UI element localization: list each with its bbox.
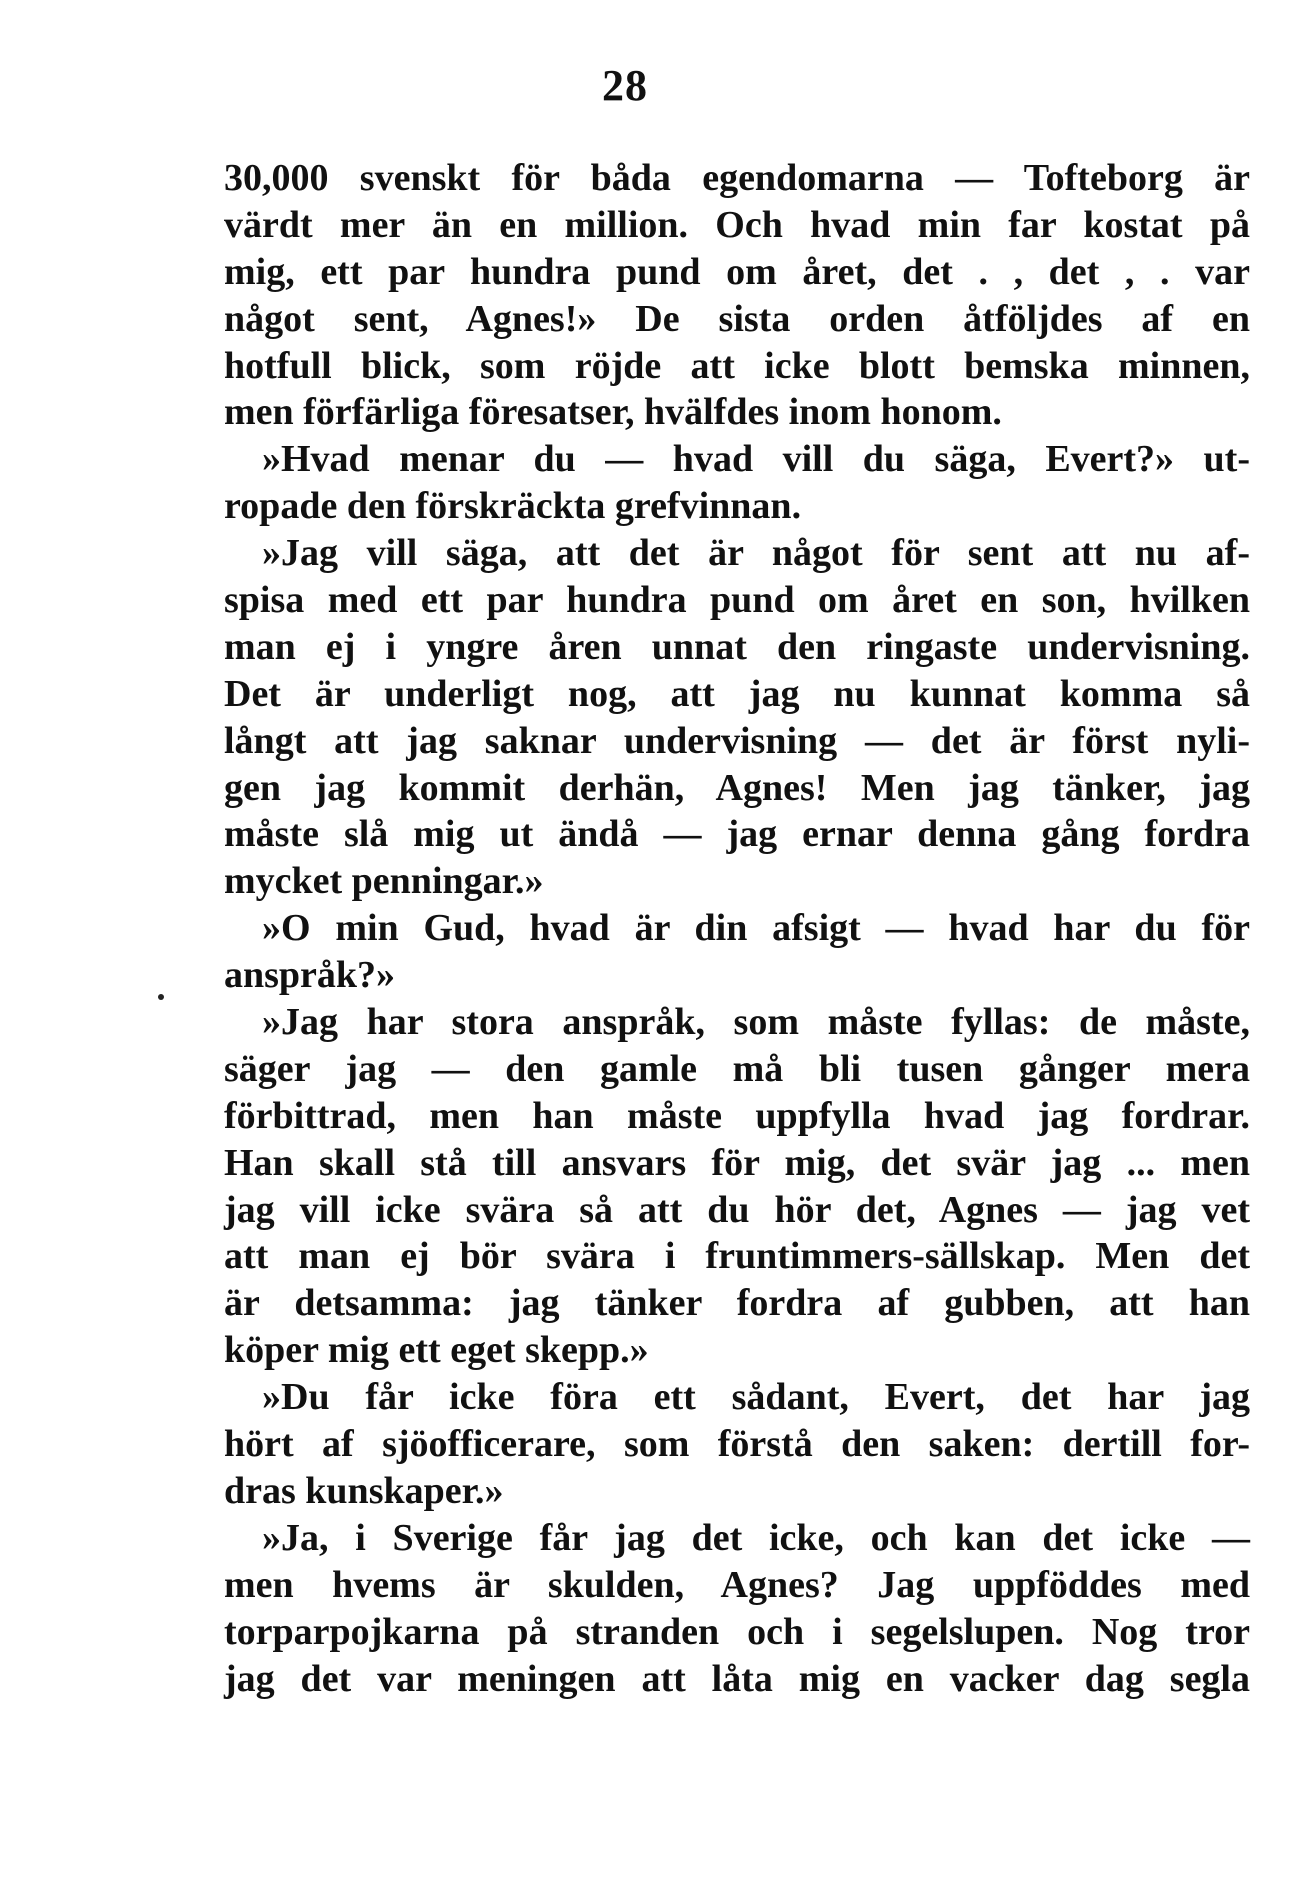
text-line: Han skall stå till ansvars för mig, det svär jag ... men bbox=[224, 1141, 1250, 1184]
text-line: förbittrad, men han måste uppfylla hvad jag fordrar. bbox=[224, 1094, 1250, 1137]
text-line: jag vill icke svära så att du hör det, Agnes — jag vet bbox=[224, 1188, 1250, 1231]
text-line: något sent, Agnes!» De sista orden åtföljdes af en bbox=[224, 297, 1250, 340]
text-line: 30,000 svenskt för båda egendomarna — Tofteborg är bbox=[224, 157, 1250, 199]
text-line: »Jag har stora anspråk, som måste fyllas: de måste, bbox=[262, 1001, 1250, 1044]
text-line: mig, ett par hundra pund om året, det . , det , . var bbox=[224, 250, 1250, 293]
text-line: långt att jag saknar undervisning — det är först nyli- bbox=[224, 719, 1250, 762]
text-line: Det är underligt nog, att jag nu kunnat komma så bbox=[224, 672, 1250, 715]
text-line: måste slå mig ut ändå — jag ernar denna gång fordra bbox=[224, 813, 1250, 856]
text-line: men förfärliga föresatser, hvälfdes inom honom. bbox=[224, 391, 1002, 434]
page-number: 28 bbox=[602, 61, 648, 110]
text-line: torparpojkarna på stranden och i segelslupen. Nog tror bbox=[224, 1610, 1250, 1653]
text-line: spisa med ett par hundra pund om året en son, hvilken bbox=[224, 579, 1250, 622]
margin-mark bbox=[158, 994, 164, 1000]
text-line: att man ej bör svära i fruntimmers-sällskap. Men det bbox=[224, 1235, 1250, 1278]
text-line: jag det var meningen att låta mig en vacker dag segla bbox=[224, 1657, 1250, 1700]
text-line: »Ja, i Sverige får jag det icke, och kan det icke — bbox=[262, 1516, 1250, 1559]
text-line: är detsamma: jag tänker fordra af gubben, att han bbox=[224, 1282, 1250, 1325]
text-line: hotfull blick, som röjde att icke blott bemska minnen, bbox=[224, 344, 1250, 387]
text-line: ropade den förskräckta grefvinnan. bbox=[224, 485, 802, 528]
text-line: man ej i yngre åren unnat den ringaste undervisning. bbox=[224, 625, 1250, 668]
text-line: »Hvad menar du — hvad vill du säga, Evert?» ut- bbox=[262, 438, 1250, 481]
text-line: anspråk?» bbox=[224, 954, 396, 997]
text-line: mycket penningar.» bbox=[224, 860, 544, 903]
body-text bbox=[224, 155, 1250, 1702]
text-line: säger jag — den gamle må bli tusen gånger mera bbox=[224, 1047, 1250, 1090]
text-line: »O min Gud, hvad är din afsigt — hvad har du för bbox=[262, 907, 1250, 950]
text-line: värdt mer än en million. Och hvad min far kostat på bbox=[224, 203, 1250, 246]
text-line: men hvems är skulden, Agnes? Jag uppföddes med bbox=[224, 1563, 1250, 1606]
text-line: köper mig ett eget skepp.» bbox=[224, 1329, 649, 1372]
text-line: dras kunskaper.» bbox=[224, 1469, 504, 1512]
text-line: »Du får icke föra ett sådant, Evert, det har jag bbox=[262, 1376, 1250, 1419]
text-line: hört af sjöofficerare, som förstå den saken: dertill for- bbox=[224, 1423, 1250, 1466]
text-line: gen jag kommit derhän, Agnes! Men jag tänker, jag bbox=[224, 766, 1250, 809]
text-line: »Jag vill säga, att det är något för sent att nu af- bbox=[262, 532, 1250, 575]
